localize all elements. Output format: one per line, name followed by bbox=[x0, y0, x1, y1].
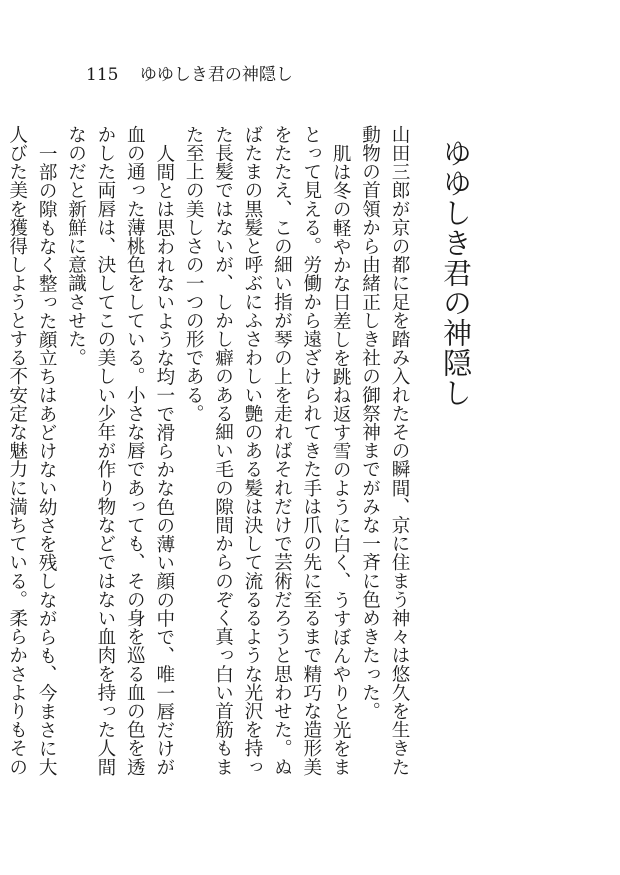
running-title: ゆゆしき君の神隠し bbox=[139, 65, 293, 85]
body-text bbox=[6, 125, 414, 787]
paragraph-2: 肌は冬の軽やかな日差しを跳ね返す雪のように白く、うすぼんやりと光をまとって見える。労働から遠ざけられてきた手は爪の先に至るまで精巧な造形美をたたえ、この細い指が琴の上を走ればそれだけで芸術だろうと思わせた。ぬばたまの黒髪と呼ぶにふさわしい艶のある髪は決して流るるような光沢を持った長髪ではないが、しかし癖のある細い毛の隙間からのぞく真っ白い首筋もまた至上の美しさの一つの形である。 bbox=[183, 125, 352, 776]
paragraph-3: 人間とは思われないような均一で滑らかな色の薄い顔の中で、唯一唇だけが血の通った薄桃色をしている。小さな唇であっても、その身を巡る血の色を透かした両唇は、決してこの美しい少年が作り物などではない血肉を持った人間なのだと新鮮に意識させた。 bbox=[65, 125, 175, 776]
running-header bbox=[86, 60, 293, 85]
page-number: 115 bbox=[86, 65, 119, 85]
paragraph-4: 一部の隙もなく整った顔立ちはあどけない幼さを残しながらも、今まさに大人びた美を獲得しようとする不安定な魅力に満ちている。柔らかさよりもその bbox=[6, 125, 58, 776]
chapter-title: ゆゆしき君の神隠し bbox=[439, 138, 473, 408]
paragraph-1: 山田三郎が京の都に足を踏み入れたその瞬間、京に住まう神々は悠久を生きた動物の首領から由緒正しき社の御祭神までがみな一斉に色めきたった。 bbox=[359, 125, 410, 776]
